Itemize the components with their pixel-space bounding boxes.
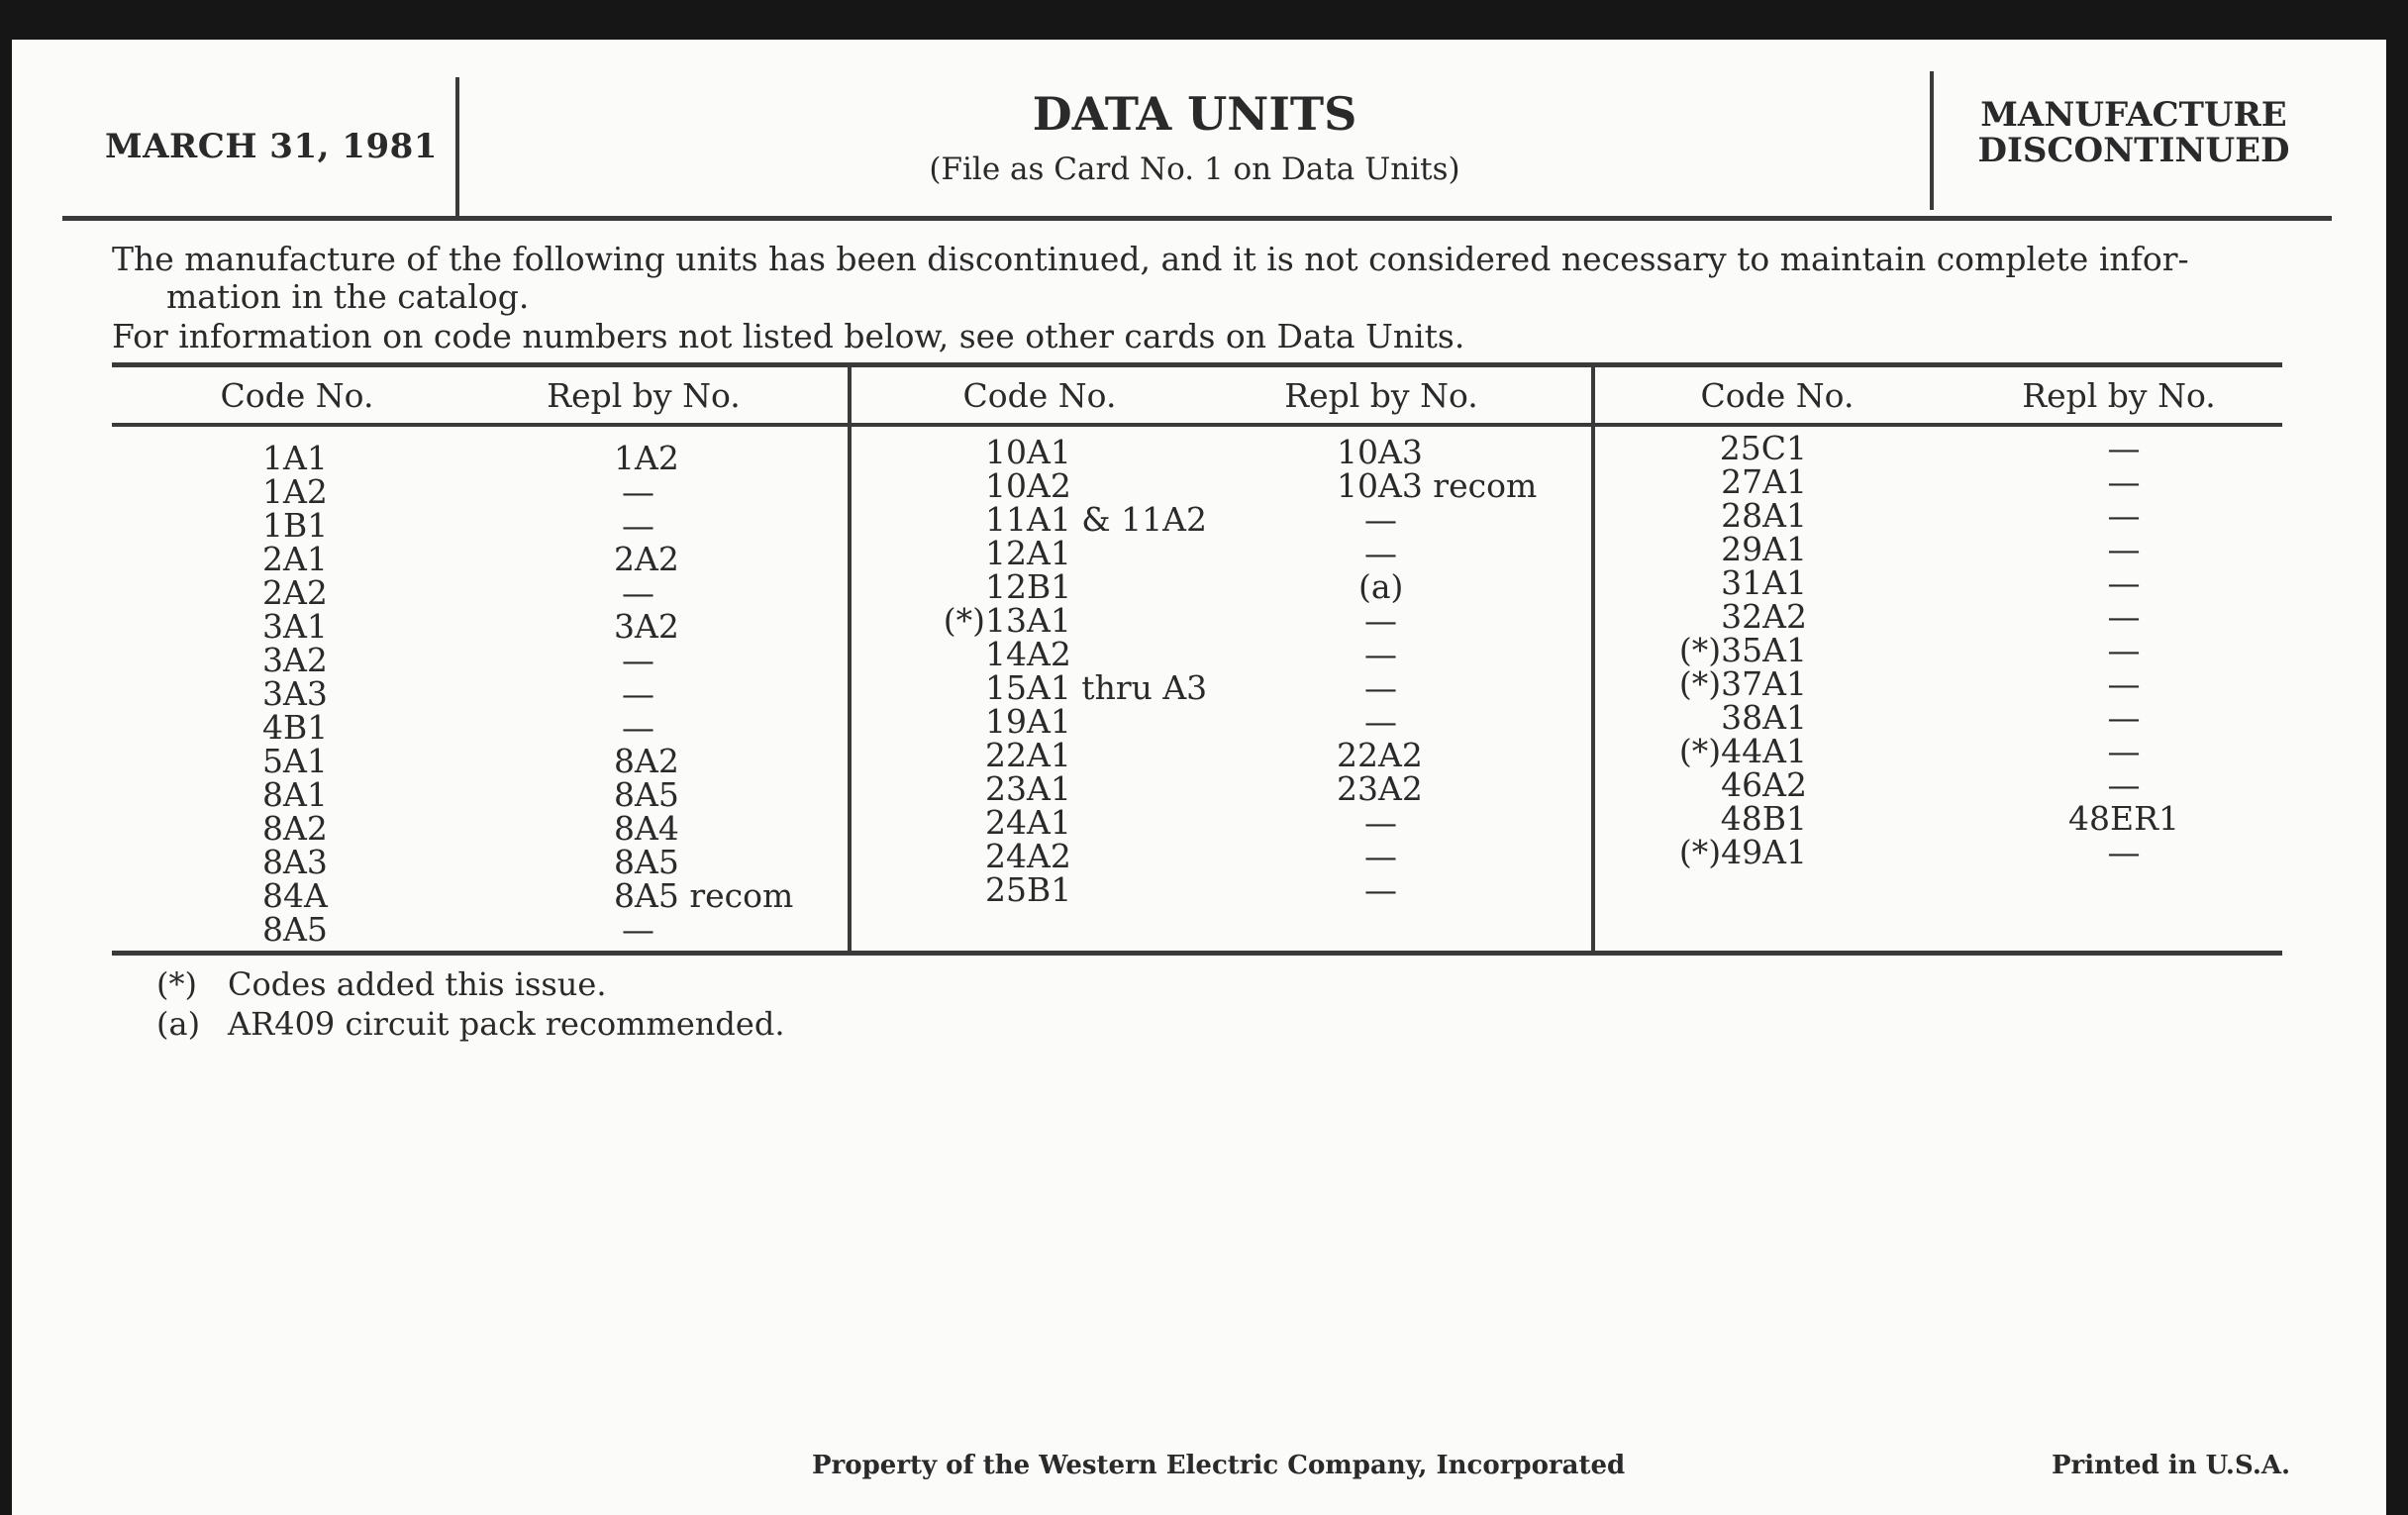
table-cell-repl: —: [2107, 664, 2141, 703]
table-cell-repl: —: [2107, 597, 2141, 636]
table-cell-repl: —: [2107, 429, 2141, 467]
status-label: [1941, 97, 2327, 168]
table-cell-repl: —: [622, 910, 654, 949]
table-cell-mark: [891, 705, 985, 739]
table-cell-code: 24A2: [985, 837, 1071, 875]
table-cell-code: 5A1: [262, 742, 328, 780]
table-cell-code: 1A1: [262, 439, 328, 477]
table-cell-code: 14A2: [985, 635, 1071, 673]
table-cell-mark: [891, 873, 985, 907]
table-cell-mark: [891, 840, 985, 873]
property-notice: Property of the Western Electric Company, Incorporated: [812, 1451, 1626, 1480]
table-cell-mark: [891, 570, 985, 604]
intro-line-2: mation in the catalog.: [166, 277, 530, 316]
table-cell-code: 2A2: [262, 573, 328, 612]
table-cell-repl: —: [1364, 534, 1397, 572]
table-cell-code: 4B1: [262, 708, 329, 747]
group-3-replacements: [2020, 429, 2228, 871]
table-cell-code: 3A2: [262, 641, 328, 679]
table-cell-repl: —: [1364, 668, 1397, 707]
table-cell-code: (*)44A1: [1678, 732, 1807, 770]
table-cell-code: 46A2: [1721, 765, 1807, 804]
table-cell-repl: —: [622, 708, 654, 747]
table-cell-mark: [891, 503, 985, 537]
table-cell-code: 3A1: [262, 607, 328, 646]
table-cell-code: 27A1: [1721, 462, 1807, 501]
table-cell-code: 19A1: [985, 702, 1071, 741]
column-header-code-1: Code No.: [220, 376, 374, 415]
table-cell-repl: 48ER1: [2068, 799, 2179, 838]
table-cell-code: 8A1: [262, 775, 328, 814]
header-divider-right: [1930, 71, 1934, 210]
table-cell-repl: —: [2107, 462, 2141, 501]
table-cell-code: 3A3: [262, 674, 328, 713]
table-cell-code: 11A1 & 11A2: [985, 500, 1207, 539]
table-cell-mark: [891, 469, 985, 503]
table-cell-code: 22A1: [985, 736, 1071, 774]
column-header-code-3: Code No.: [1700, 376, 1855, 415]
table-cell-code: 48B1: [1720, 799, 1807, 838]
table-cell-code: 32A2: [1721, 597, 1807, 636]
table-column-divider-1: [848, 364, 852, 953]
table-cell-repl: 8A4: [614, 809, 679, 848]
table-cell-code: 13A1: [985, 601, 1071, 640]
table-cell-code: 10A1: [985, 433, 1071, 471]
table-cell-code: 23A1: [985, 769, 1071, 808]
table-cell-mark: [891, 772, 985, 806]
table-cell-repl: —: [2107, 496, 2141, 535]
page-subtitle: (File as Card No. 1 on Data Units): [929, 152, 1460, 187]
table-cell-repl: 2A2: [614, 540, 679, 578]
table-cell-repl: —: [2107, 765, 2141, 804]
group-1-replacements: [515, 439, 794, 949]
table-cell-repl: —: [1364, 500, 1397, 539]
status-line-2: DISCONTINUED: [1977, 131, 2290, 170]
table-bottom-rule: [112, 951, 2282, 956]
table-cell-repl: 8A5 recom: [614, 876, 794, 915]
column-header-code-2: Code No.: [962, 376, 1117, 415]
table-cell-repl: —: [1364, 702, 1397, 741]
table-cell-code: 24A1: [985, 803, 1071, 842]
table-cell-code: (*)37A1: [1678, 664, 1807, 703]
table-cell-code: 8A3: [262, 843, 328, 881]
table-cell-code: 84A: [262, 876, 328, 915]
footnote-text: AR409 circuit pack recommended.: [228, 1005, 785, 1043]
table-cell-code: 1B1: [262, 506, 329, 545]
table-cell-repl: —: [2107, 732, 2141, 770]
table-cell-repl: —: [1364, 635, 1397, 673]
table-cell-repl: —: [622, 641, 654, 679]
status-line-1: MANUFACTURE: [1980, 95, 2287, 135]
footnote-symbol: (*): [156, 965, 197, 1003]
table-cell-repl: —: [2107, 530, 2141, 568]
table-cell-repl: —: [622, 573, 654, 612]
column-header-repl-1: Repl by No.: [547, 376, 741, 415]
footnote-symbol: (a): [156, 1005, 201, 1043]
printed-notice: Printed in U.S.A.: [2052, 1451, 2291, 1480]
table-cell-code: 31A1: [1721, 563, 1807, 602]
table-cell-repl: —: [622, 674, 654, 713]
table-cell-repl: 10A3: [1337, 433, 1423, 471]
header-bottom-rule: [62, 216, 2332, 221]
table-cell-repl: 8A2: [614, 742, 679, 780]
table-cell-repl: —: [1364, 601, 1397, 640]
table-cell-code: 10A2: [985, 466, 1071, 505]
group-2-replacements: [1238, 433, 1538, 909]
table-cell-repl: 8A5: [614, 843, 679, 881]
table-cell-repl: —: [622, 472, 654, 511]
table-cell-repl: —: [622, 506, 654, 545]
group-3-codes: [1604, 429, 1807, 871]
table-cell-repl: 23A2: [1337, 769, 1423, 808]
table-cell-mark: [891, 806, 985, 840]
table-cell-code: 15A1 thru A3: [985, 668, 1208, 707]
table-cell-repl: —: [1364, 803, 1397, 842]
table-cell-mark: [891, 537, 985, 570]
group-1-codes: [262, 439, 329, 949]
issue-date: MARCH 31, 1981: [105, 127, 438, 166]
table-cell-code: 12B1: [985, 567, 1072, 606]
table-cell-repl: —: [2107, 833, 2141, 871]
table-cell-repl: —: [2107, 698, 2141, 737]
table-cell-code: 8A2: [262, 809, 328, 848]
table-cell-repl: 3A2: [614, 607, 679, 646]
table-cell-code: 25B1: [985, 870, 1072, 909]
table-cell-repl: —: [1364, 837, 1397, 875]
column-header-repl-2: Repl by No.: [1284, 376, 1478, 415]
table-cell-repl: 22A2: [1337, 736, 1423, 774]
table-cell-mark: [891, 436, 985, 469]
table-cell-code: 29A1: [1721, 530, 1807, 568]
table-cell-code: (*)35A1: [1678, 631, 1807, 669]
table-cell-repl: 1A2: [614, 439, 679, 477]
footnote-text: Codes added this issue.: [228, 965, 607, 1003]
intro-line-3: For information on code numbers not listed below, see other cards on Data Units.: [112, 317, 1465, 355]
intro-line-1: The manufacture of the following units has been discontinued, and it is not considered necessary to maintain complete infor-: [112, 240, 2189, 278]
table-cell-code: 25C1: [1719, 429, 1807, 467]
table-cell-code: 12A1: [985, 534, 1071, 572]
table-cell-code: 28A1: [1721, 496, 1807, 535]
table-cell-repl: (a): [1358, 567, 1404, 606]
table-cell-code: 2A1: [262, 540, 328, 578]
table-cell-mark: [891, 739, 985, 772]
page-title: DATA UNITS: [1032, 87, 1357, 141]
column-header-repl-3: Repl by No.: [2022, 376, 2216, 415]
table-cell-repl: —: [1364, 870, 1397, 909]
table-cell-mark: [891, 638, 985, 671]
table-cell-code: (*)49A1: [1678, 833, 1807, 871]
table-cell-repl: 8A5: [614, 775, 679, 814]
table-cell-repl: —: [2107, 631, 2141, 669]
group-2-marks: [891, 436, 985, 907]
table-cell-repl: 10A3 recom: [1337, 466, 1538, 505]
table-cell-code: 8A5: [262, 910, 328, 949]
table-header-rule: [112, 423, 2282, 427]
table-column-divider-2: [1591, 362, 1595, 953]
table-cell-mark: [891, 671, 985, 705]
table-cell-code: 1A2: [262, 472, 328, 511]
table-cell-repl: —: [2107, 563, 2141, 602]
group-2-codes: [985, 433, 1208, 909]
table-cell-code: 38A1: [1721, 698, 1807, 737]
table-top-rule: [112, 362, 2282, 367]
table-cell-mark: (*): [943, 601, 985, 640]
